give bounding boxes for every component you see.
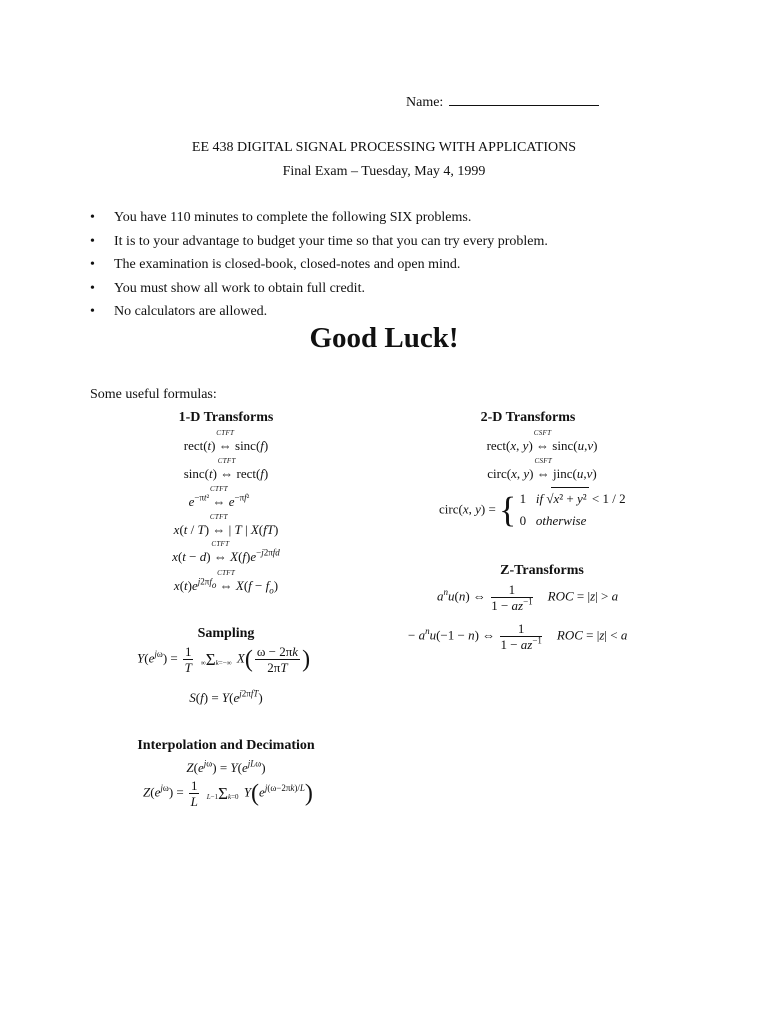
course-title: EE 438 DIGITAL SIGNAL PROCESSING WITH APPLICATIONS (191, 140, 577, 155)
formula-sampling-dtft: $Y(e^{j\omega})$ = $\frac{1}{T}$ ∞Σk=−∞ X( $\frac{\omega - 2\pi k}{2\pi T}$ ) (137, 644, 311, 675)
formula-sinc-rect: sinc(t) CTFT ⇔ rect(f) (183, 457, 269, 481)
formula-rect2d: rect(x, y) CSFT ⇔ sinc(u,v) (486, 429, 598, 453)
instruction-item: • The examination is closed-book, closed-notes and open mind. (90, 253, 690, 277)
formulas-intro: Some useful formulas: (90, 387, 217, 402)
good-luck-banner: Good Luck! (309, 322, 459, 354)
section-1d-transforms: 1-D Transforms (178, 410, 274, 425)
bullet-icon: • (90, 304, 95, 319)
section-2d-transforms: 2-D Transforms (480, 410, 576, 425)
bullet-icon: • (90, 280, 95, 296)
name-label: Name: (406, 95, 444, 110)
formula-circ-definition: circ(x, y) = { 1 if √x² + y² < 1 / 2 0 otherwise (439, 487, 626, 532)
bullet-icon: • (90, 210, 95, 225)
formula-z-anticausal: − $a^nu(-1 - n)$ ⇔ $\frac{1}{1 - az^{-1}}$ ROC = |z| < a (408, 621, 628, 652)
section-interpolation: Interpolation and Decimation (137, 738, 315, 753)
bullet-icon: • (90, 257, 95, 272)
instruction-item: • It is to your advantage to budget your time so that you can try every problem. (90, 230, 690, 254)
formula-gaussian: $e^{-\pi t^2}$ CTFT ⇔ $e^{-\pi f^2}$ (188, 485, 250, 509)
formula-shift: x(t − d) CTFT ⇔ $X(f)e^{-j2\pi fd}$ (172, 540, 280, 564)
instruction-item: • No calculators are allowed. (90, 300, 690, 324)
formula-modulation: $x(t)e^{j2\pi f_o}$ CTFT ⇔ $X(f - f_o)$ (173, 569, 279, 596)
section-sampling: Sampling (197, 626, 255, 641)
instructions-list (90, 206, 690, 324)
exam-info: Final Exam – Tuesday, May 4, 1999 (282, 164, 486, 179)
name-field (406, 93, 599, 111)
formula-decimation: $Z(e^{j\omega})$ = $\frac{1}{L}$ L−1Σk=0 $Y(e^{j(\omega-2\pi k)/L})$ (143, 778, 313, 809)
section-z-transforms: Z-Transforms (500, 563, 584, 578)
instruction-item: • You must show all work to obtain full credit. (90, 277, 690, 301)
formula-scaling: x(t / T) CTFT ⇔ | T | X(fT) (173, 513, 279, 537)
name-underline (449, 93, 599, 106)
bullet-icon: • (90, 233, 95, 249)
formula-sampling-ctft: $S(f) = Y(e^{j2\pi fT})$ (189, 688, 263, 705)
formula-rect-sinc: rect(t) CTFT ⇔ sinc(f) (183, 429, 269, 453)
formula-circ-jinc: circ(x, y) CSFT ⇔ jinc(u,v) (487, 457, 597, 481)
formula-interpolation: $Z(e^{j\omega}) = Y(e^{jL\omega})$ (186, 758, 266, 775)
instruction-item: • You have 110 minutes to complete the following SIX problems. (90, 206, 690, 230)
formula-z-causal: $a^nu(n)$ ⇔ $\frac{1}{1 - az^{-1}}$ ROC = |z| > a (437, 582, 619, 613)
